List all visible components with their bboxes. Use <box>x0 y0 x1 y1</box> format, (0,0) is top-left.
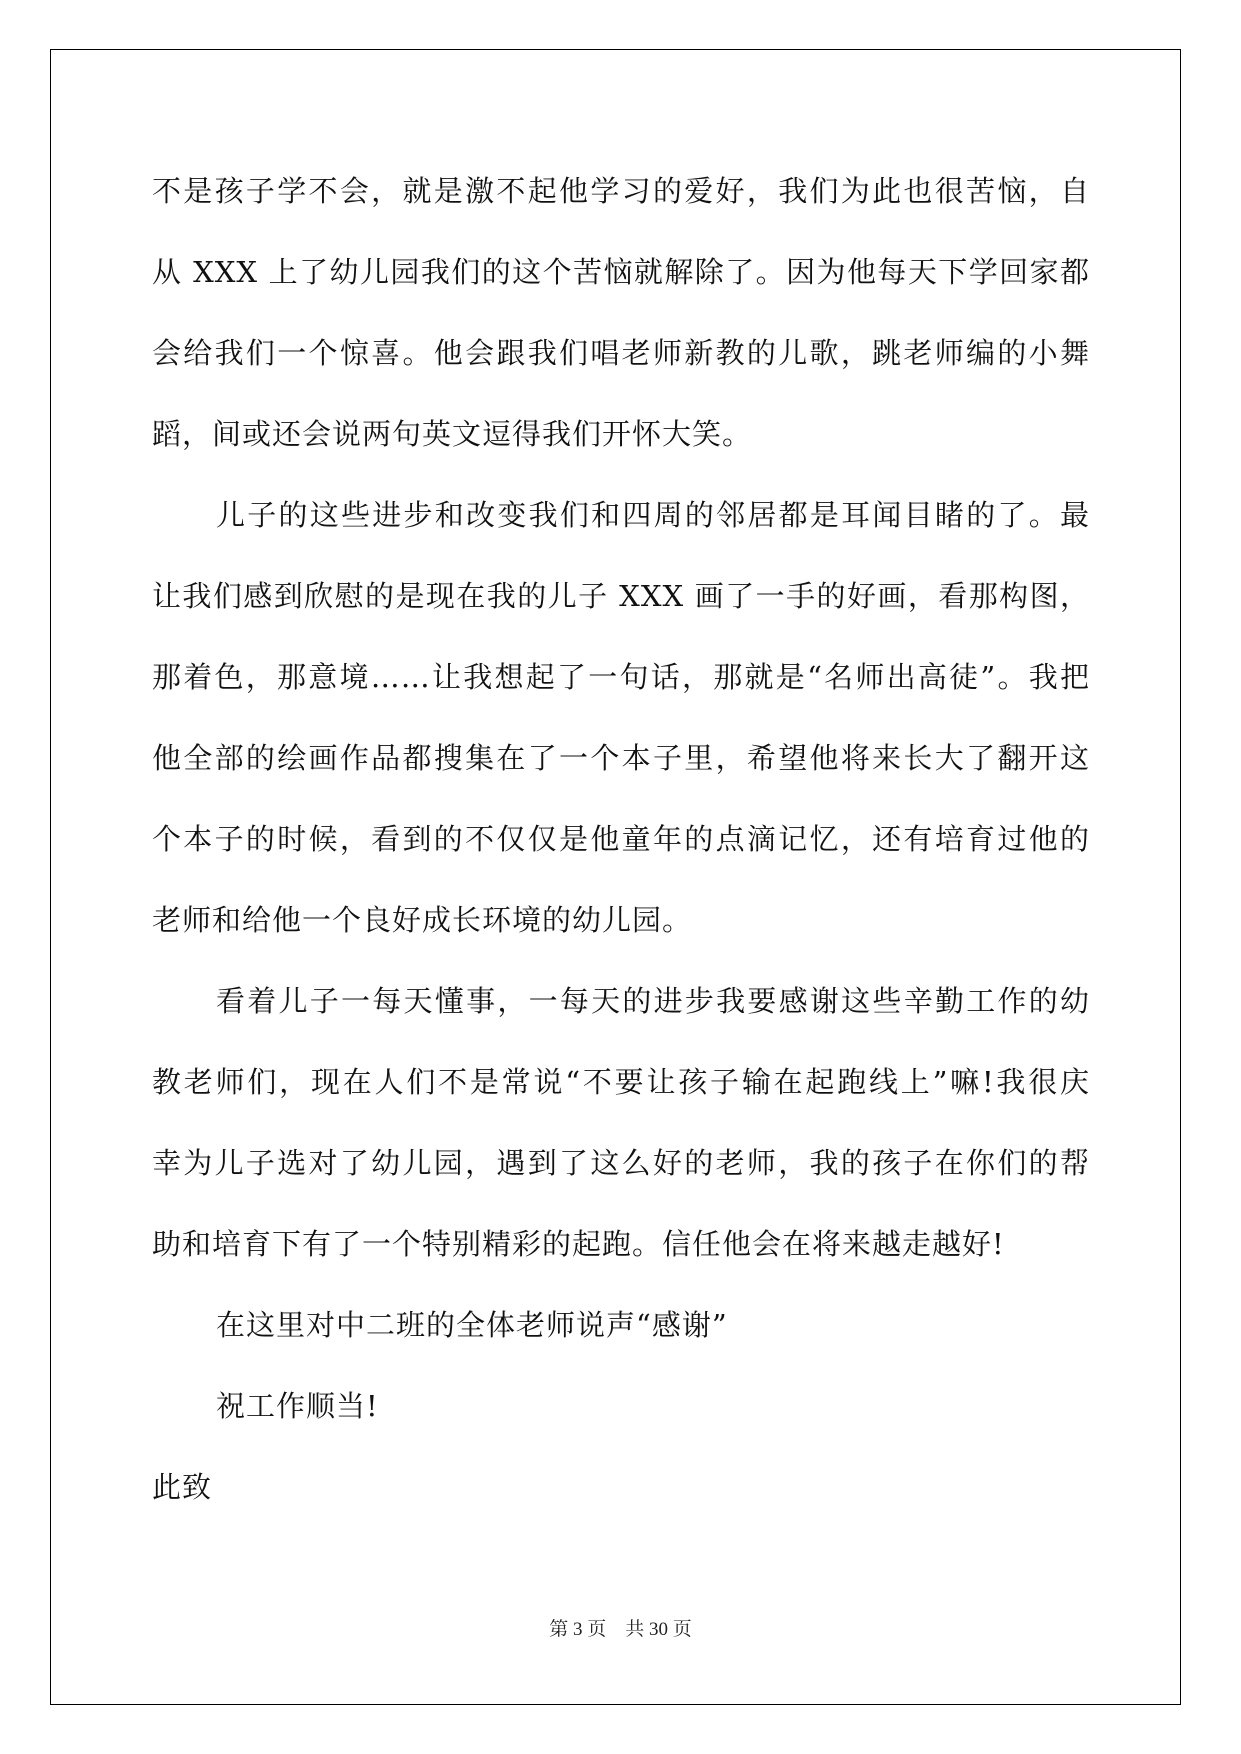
page-number-footer: 第 3 页 共 30 页 <box>549 1619 692 1640</box>
text-line: 在这里对中二班的全体老师说声“感谢” <box>216 1308 728 1342</box>
text-line: 会给我们一个惊喜。他会跟我们唱老师新教的儿歌，跳老师编的小舞 <box>152 336 1090 370</box>
text-line: 教老师们，现在人们不是常说“不要让孩子输在起跑线上”嘛!我很庆 <box>152 1065 1090 1099</box>
text-line: 从 XXX 上了幼儿园我们的这个苦恼就解除了。因为他每天下学回家都 <box>152 255 1090 289</box>
closing-line: 此致 <box>152 1470 213 1504</box>
text-line: 助和培育下有了一个特别精彩的起跑。信任他会在将来越走越好! <box>152 1227 1005 1261</box>
text-line: 幸为儿子选对了幼儿园，遇到了这么好的老师，我的孩子在你们的帮 <box>152 1146 1090 1180</box>
text-line: 个本子的时候，看到的不仅仅是他童年的点滴记忆，还有培育过他的 <box>152 822 1090 856</box>
document-body <box>152 162 1090 1539</box>
text-line: 那着色，那意境……让我想起了一句话，那就是“名师出高徒”。我把 <box>152 660 1090 694</box>
text-line: 祝工作顺当! <box>216 1389 379 1423</box>
text-line: 他全部的绘画作品都搜集在了一个本子里，希望他将来长大了翻开这 <box>152 741 1090 775</box>
text-line: 看着儿子一每天懂事，一每天的进步我要感谢这些辛勤工作的幼 <box>216 984 1090 1018</box>
text-line: 老师和给他一个良好成长环境的幼儿园。 <box>152 903 693 937</box>
text-line: 蹈，间或还会说两句英文逗得我们开怀大笑。 <box>152 417 753 451</box>
text-line: 儿子的这些进步和改变我们和四周的邻居都是耳闻目睹的了。最 <box>216 498 1090 532</box>
text-line: 让我们感到欣慰的是现在我的儿子 XXX 画了一手的好画，看那构图， <box>152 579 1090 613</box>
text-line: 不是孩子学不会，就是激不起他学习的爱好，我们为此也很苦恼，自 <box>152 174 1090 208</box>
